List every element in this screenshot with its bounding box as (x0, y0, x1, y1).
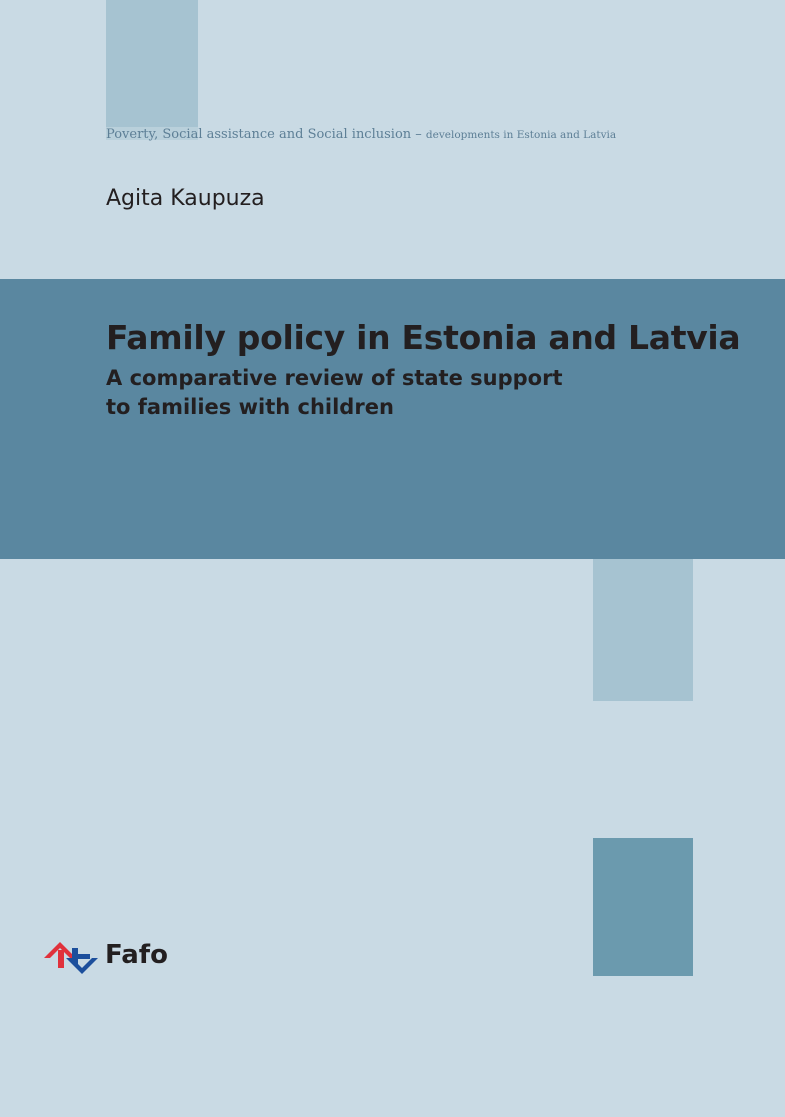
subtitle-line-2: to families with children (106, 395, 394, 419)
series-title-main: Poverty, Social assistance and Social inclusion – (106, 127, 426, 142)
author-name: Agita Kaupuza (106, 186, 265, 211)
publisher-logo (44, 938, 174, 978)
series-title-sub: developments in Estonia and Latvia (425, 129, 617, 141)
subtitle-line-1: A comparative review of state support (106, 366, 563, 390)
series-title (106, 127, 620, 142)
decorative-block-top (106, 0, 198, 140)
decorative-block-middle (593, 559, 693, 701)
publisher-name: Fafo (105, 940, 168, 970)
book-title: Family policy in Estonia and Latvia (106, 318, 741, 357)
decorative-block-bottom (593, 838, 693, 976)
book-subtitle (106, 364, 562, 422)
fafo-logo-icon (44, 938, 100, 978)
